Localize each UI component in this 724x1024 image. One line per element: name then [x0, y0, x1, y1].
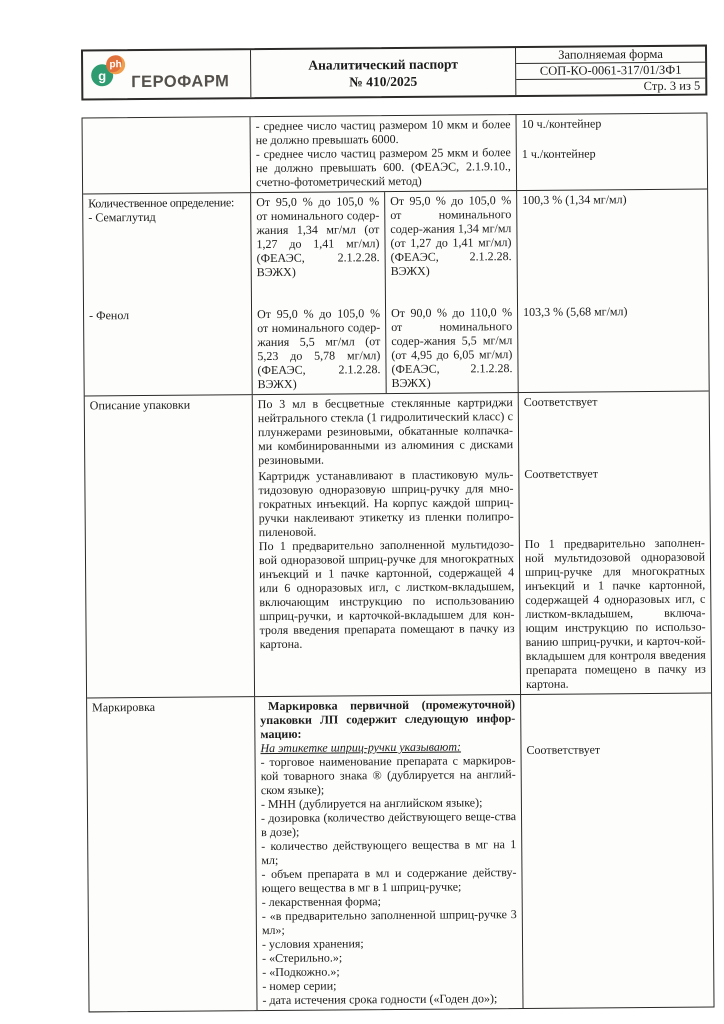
document-header	[81, 45, 707, 101]
document-title	[251, 48, 516, 97]
packaging-result-2: Соответствует	[524, 466, 599, 482]
labelling-intro: Маркировка первичной (промежуточной) упаковки ЛП содержит следующую инфор-мацию:	[260, 697, 516, 742]
quantitative-param-cell	[83, 193, 252, 395]
packaging-desc-carton: По 1 предварительно заполненной мультидозо-вой одноразовой шприц-ручке для многократных инъекций и 1 пачке картонной, содержащей 4 или 6 одноразовых игл, с листком-вкладышем, включающим инструкцию по использованию шприц-ручки, и карточкой-вкладышем для кон-троля введения препарата помещают в пачку из картона.	[258, 537, 515, 652]
labelling-item: - условия хранения;	[261, 936, 364, 952]
document-meta	[516, 47, 705, 95]
logo-wordmark: ГЕРОФАРМ	[131, 72, 230, 92]
labelling-subheading: На этикетке шприц-ручки указывают:	[260, 739, 462, 756]
phenol-spec-shelf: От 90,0 % до 110,0 % от номинального содер-жания 5,5 мг/мл (от 4,95 до 6,05 мг/мл) (ФЕАЭС, 2.1.2.28. ВЭЖХ)	[391, 305, 513, 391]
labelling-item: - «в предварительно заполненной шприц-ручке 3 мл»;	[261, 907, 517, 938]
labelling-param-cell: Маркировка	[92, 699, 156, 715]
row-labelling	[87, 693, 713, 1012]
phenol-result: 103,3 % (5,68 мг/мл)	[523, 304, 628, 320]
particles-spec-cell	[250, 115, 517, 192]
packaging-desc-cartridge: По 3 мл в бесцветные стеклянные картриджи нейтрального стекла (1 гидролитический класс) с плунжерами резиновыми, обкатанные колпачка-ми комбинированными из алюминия с дисками резиновыми.	[257, 395, 514, 468]
logo-circle-ph: ph	[106, 55, 125, 74]
labelling-item: - торговое наименование препарата с маркиров-кой товарного знака ® (дублируется на англий-ском языке);	[260, 753, 516, 798]
spec-release-cell	[250, 192, 386, 394]
packaging-result-cell	[518, 392, 711, 694]
particles-spec-10um: - среднее число частиц размером 10 мкм и более не должно превышать 6000.	[255, 117, 511, 148]
particles-result-cell	[516, 114, 708, 190]
param-phenol: - Фенол	[89, 308, 130, 323]
labelling-item: - «Стерильно.»;	[262, 950, 343, 966]
labelling-spec-cell	[254, 695, 522, 1010]
labelling-item: - количество действующего вещества в мг на 1 мл;	[261, 837, 517, 868]
logo	[83, 50, 251, 98]
labelling-item: - номер серии;	[262, 978, 337, 994]
labelling-item: - лекарственная форма;	[261, 894, 381, 910]
logo-circle-g: g	[91, 64, 113, 86]
semaglutide-spec-shelf: От 95,0 % до 105,0 % от номинального содер-жания 1,34 мг/мл (от 1,27 до 1,41 мг/мл) (ФЕАЭС, 2.1.2.28. ВЭЖХ)	[390, 193, 512, 279]
particles-result-10um: 10 ч./контейнер	[521, 116, 602, 132]
geropharm-logo-icon	[91, 55, 127, 93]
labelling-item: - МНН (дублируется на английском языке);	[260, 795, 483, 812]
page-number: Стр. 3 из 5	[643, 78, 701, 94]
packaging-spec-cell	[252, 393, 520, 696]
packaging-result-detail: По 1 предварительно заполнен-ной мультидозовой одноразовой шприц-ручке для многократных инъекций и 1 пачке картонной, содержащей 4 одноразовых игл, с листком-вкладышем, включа-ющим инструкцию по использо-ванию шприц-ручки, и карточ-кой-вкладышем для контроля введения препарата помещено в пачку из картона.	[524, 535, 706, 691]
labelling-item: - «Подкожно.»;	[262, 964, 340, 980]
particles-spec-25um: - среднее число частиц размером 25 мкм и более не должно превышать 600. (ФЕАЭС, 2.1.9.10., счетно-фотометрический метод)	[255, 145, 511, 190]
spec-shelf-cell	[384, 191, 518, 393]
particles-param-cell	[83, 117, 251, 193]
document-title-line1: Аналитический паспорт	[308, 56, 458, 73]
row-quantitative	[83, 189, 709, 396]
semaglutide-result: 100,3 % (1,34 мг/мл)	[522, 192, 627, 208]
labelling-item: - дозировка (количество действующего веще-ства в дозе);	[260, 809, 517, 840]
row-particles	[83, 114, 708, 194]
row-packaging	[85, 391, 711, 698]
quantitative-result-cell	[516, 190, 709, 392]
document-number: № 410/2025	[349, 73, 418, 90]
form-type-label: Заполняемая форма	[516, 47, 705, 64]
labelling-result-cell	[520, 694, 713, 1008]
param-semaglutide: - Семаглутид	[88, 209, 156, 225]
packaging-param-cell: Описание упаковки	[89, 397, 191, 413]
packaging-result-1: Соответствует	[523, 394, 598, 410]
semaglutide-spec-release: От 95,0 % до 105,0 % от номинального содер-жания 1,34 мг/мл (от 1,27 до 1,41 мг/мл) (ФЕАЭС, 2.1.2.28. ВЭЖХ)	[256, 194, 380, 280]
labelling-result: Соответствует	[526, 742, 601, 757]
phenol-spec-release: От 95,0 % до 105,0 % от номинального содер-жания 5,5 мг/мл (от 5,23 до 5,78 мг/мл) (ФЕАЭС, 2.1.2.28. ВЭЖХ)	[257, 306, 381, 392]
quantitative-title: Количественное определение:	[88, 195, 235, 211]
scanned-page	[81, 45, 715, 1013]
sop-code: СОП-КО-0061-317/01/ЗФ1	[516, 63, 705, 80]
labelling-item: - объем препарата в мл и содержание действу-ющего вещества в мг в 1 шприц-ручке;	[261, 865, 517, 896]
particles-result-25um: 1 ч./контейнер	[521, 146, 596, 162]
analysis-table	[82, 113, 715, 1013]
labelling-item: - дата истечения срока годности («Годен до»);	[262, 991, 498, 1008]
packaging-desc-pen: Картридж устанавливают в пластиковую муль-тидозовую одноразовую шприц-ручку для мно-гократных инъекций. На корпус каждой шприц-ручки наклеивают этикетку из пленки полипро-пиленовой.	[258, 467, 514, 540]
